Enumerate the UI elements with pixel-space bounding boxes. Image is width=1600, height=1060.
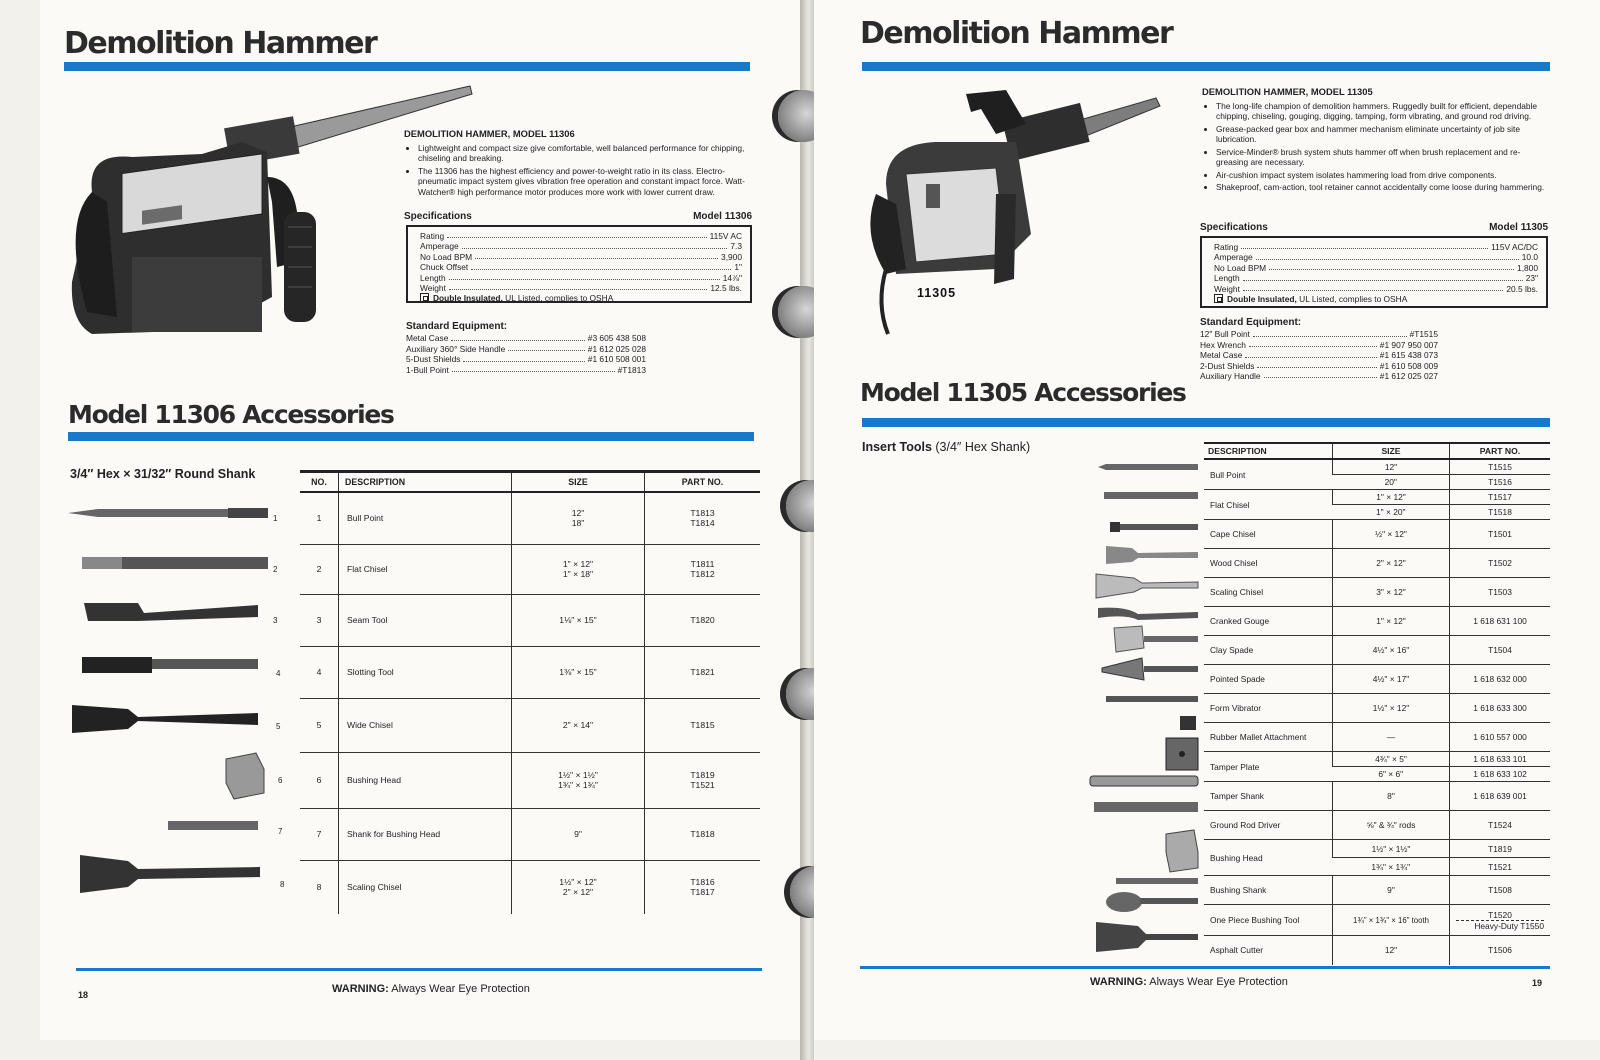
equipment-row: Auxiliary 360° Side Handle #1 612 025 028 — [406, 343, 646, 354]
equipment-row: Auxiliary Handle #1 612 025 027 — [1200, 371, 1438, 382]
insert-tools-subheading: Insert Tools (3/4″ Hex Shank) — [862, 440, 1031, 454]
accessories-title: Model 11306 Accessories — [68, 400, 394, 429]
bushing-shank-icon — [168, 821, 258, 830]
asphalt-cutter-icon — [1096, 922, 1198, 952]
footer-rule — [860, 966, 1550, 969]
equipment-row: 2-Dust Shields #1 610 508 009 — [1200, 360, 1438, 371]
bushing-shank-icon — [1116, 878, 1198, 884]
table-row: Bushing Head 1½" × 1½" T1819 — [1204, 840, 1550, 858]
flat-chisel-icon — [1104, 492, 1198, 499]
pointed-spade-icon — [1102, 658, 1198, 680]
spec-key: Chuck Offset — [420, 262, 469, 273]
feature-bullet: • Service-Minder® brush system shuts hammer off when brush replacement and re-greasing are necessary. — [1216, 147, 1546, 168]
spec-row: No Load BPM 1,800 — [1214, 262, 1538, 273]
table-row: Cape Chisel ½" × 12" T1501 — [1204, 520, 1550, 549]
header-rule — [862, 62, 1550, 71]
tool-index: 6 — [278, 776, 283, 785]
tool-index: 3 — [273, 616, 278, 625]
spec-value: 7.3 — [730, 241, 742, 252]
table-row: Ground Rod Driver ⅝" & ¾" rods T1524 — [1204, 811, 1550, 840]
table-row: 7 Shank for Bushing Head 9" T1818 — [300, 808, 760, 860]
product-title: DEMOLITION HAMMER, MODEL 11305 — [1202, 86, 1373, 97]
table-row: 5 Wide Chisel 2" × 14" T1815 — [300, 698, 760, 752]
seam-tool-icon — [84, 603, 258, 621]
accessories-table-11306 — [300, 470, 760, 914]
spec-row: Amperage 10.0 — [1214, 252, 1538, 263]
spec-row — [420, 231, 742, 241]
spec-label: Specifications — [404, 211, 472, 222]
product-description — [1202, 86, 1546, 195]
feature-bullet: • Grease-packed gear box and hammer mechanism eliminate uncertainty of job site lubrication. — [1216, 124, 1546, 145]
shank-subheading: 3/4″ Hex × 31/32″ Round Shank — [70, 467, 256, 481]
tool-illustrations — [1086, 458, 1206, 963]
spec-label: Specifications — [1200, 222, 1268, 233]
specifications-heading — [404, 211, 752, 222]
cranked-gouge-icon — [1098, 608, 1198, 620]
table-row: 8 Scaling Chisel 1½" × 12" 2" × 12" T1816 T1817 — [300, 860, 760, 914]
double-insulated-note: Double Insulated, UL Listed, complies to OSHA — [420, 293, 742, 303]
table-row: Clay Spade 4½" × 16" T1504 — [1204, 636, 1550, 665]
feature-bullet: • Air-cushion impact system isolates hammering load from drive components. — [1216, 170, 1546, 181]
spec-value: 12.5 lbs. — [710, 283, 742, 294]
equipment-label: Standard Equipment: — [406, 321, 508, 332]
bull-point-icon — [1098, 464, 1198, 470]
spec-row — [420, 273, 742, 283]
one-piece-bushing-tool-icon — [1106, 892, 1198, 912]
spec-value: 1" — [734, 262, 742, 273]
header-rule — [64, 62, 750, 71]
table-row: 2 Flat Chisel 1" × 12" 1" × 18" T1811 T1812 — [300, 544, 760, 594]
col-header: DESCRIPTION — [1204, 443, 1333, 459]
feature-bullet: • The 11306 has the highest efficiency and power-to-weight ratio in its class. Electro-pneumatic impact system gives vibration free operation and constant impact force. Watt-Watcher® high performance motor produces more work with lower current draw. — [418, 166, 756, 198]
spec-row — [420, 241, 742, 251]
equipment-row: 5-Dust Shields #1 610 508 001 — [406, 354, 646, 365]
rubber-mallet-icon — [1180, 716, 1196, 730]
ground-rod-driver-icon — [1094, 802, 1198, 812]
tool-illustrations — [68, 495, 308, 895]
spec-value: 115V AC — [709, 231, 742, 241]
product-title: DEMOLITION HAMMER, MODEL 11306 — [404, 128, 575, 139]
flat-chisel-icon — [82, 557, 268, 569]
tamper-plate-icon — [1166, 738, 1198, 770]
feature-bullet: • Shakeproof, cam-action, tool retainer cannot accidentally come loose during hammering. — [1216, 182, 1546, 193]
tool-index: 5 — [276, 722, 281, 731]
hammer-11305-photo — [866, 84, 1186, 344]
table-row: Bushing Shank 9" T1508 — [1204, 876, 1550, 905]
table-row: Flat Chisel 1" × 12" T1517 — [1204, 490, 1550, 505]
table-row: 1¾" × 1¾" T1521 — [1204, 858, 1550, 876]
warning-footer: WARNING: Always Wear Eye Protection — [1090, 976, 1288, 988]
bull-point-icon — [68, 508, 268, 518]
standard-equipment — [1200, 318, 1438, 381]
scaling-chisel-icon — [1096, 574, 1198, 598]
equipment-row: 12" Bull Point #T1515 — [1200, 329, 1438, 340]
specifications-box — [406, 225, 752, 303]
spec-row: Weight 20.5 lbs. — [1214, 283, 1538, 294]
page-header: Demolition Hammer — [64, 26, 377, 61]
right-page — [814, 0, 1600, 1040]
equipment-row: Metal Case #1 615 438 073 — [1200, 350, 1438, 361]
spec-key: Amperage — [420, 241, 459, 252]
spec-value: 14⅞" — [722, 272, 742, 283]
spec-key: Weight — [420, 283, 446, 294]
footer-rule — [76, 968, 762, 971]
table-row: 3 Seam Tool 1⅛" × 15" T1820 — [300, 594, 760, 646]
spec-key: Rating — [420, 231, 445, 241]
table-row: Scaling Chisel 3" × 12" T1503 — [1204, 578, 1550, 607]
spec-key: Length — [420, 272, 446, 283]
standard-equipment — [406, 322, 646, 375]
feature-bullet: • Lightweight and compact size give comfortable, well balanced performance for chipping, chiseling and breaking. — [418, 143, 756, 164]
wide-chisel-icon — [72, 705, 258, 733]
spec-model: Model 11306 — [693, 211, 752, 222]
table-row: 6" × 6" 1 618 633 102 — [1204, 767, 1550, 782]
clay-spade-icon — [1114, 626, 1198, 652]
tool-index: 1 — [273, 514, 278, 523]
spec-key: No Load BPM — [420, 251, 473, 262]
double-insulated-icon — [420, 293, 429, 302]
col-header: PART NO. — [1450, 443, 1551, 459]
scaling-chisel-icon — [80, 855, 260, 893]
slotting-tool-icon — [82, 657, 258, 673]
table-row: 1 Bull Point 12" 18" T1813 T1814 — [300, 492, 760, 544]
col-header: NO. — [300, 472, 339, 493]
table-row: Cranked Gouge 1" × 12" 1 618 631 100 — [1204, 607, 1550, 636]
table-row: 4 Slotting Tool 1⅜" × 15" T1821 — [300, 646, 760, 698]
accessories-rule — [68, 432, 754, 441]
page-header: Demolition Hammer — [860, 16, 1173, 51]
table-row: Bull Point 12" T1515 — [1204, 459, 1550, 475]
table-row: 20" T1516 — [1204, 475, 1550, 490]
col-header: PART NO. — [645, 472, 761, 493]
col-header: SIZE — [512, 472, 645, 493]
equipment-row: Hex Wrench #1 907 950 007 — [1200, 339, 1438, 350]
form-vibrator-icon — [1106, 696, 1198, 702]
tamper-shank-icon — [1090, 776, 1198, 786]
table-row: Form Vibrator 1½" × 12" 1 618 633 300 — [1204, 694, 1550, 723]
tool-index: 7 — [278, 827, 283, 836]
specifications-box — [1200, 236, 1548, 308]
table-row: Rubber Mallet Attachment — 1 610 557 000 — [1204, 723, 1550, 752]
table-row: Wood Chisel 2" × 12" T1502 — [1204, 549, 1550, 578]
model-label: 11305 — [917, 286, 957, 300]
spec-row — [420, 252, 742, 262]
equipment-label: Standard Equipment: — [1200, 317, 1302, 328]
bushing-head-icon — [1166, 830, 1198, 872]
left-page — [40, 0, 800, 1040]
double-insulated-icon — [1214, 294, 1223, 303]
tool-index: 8 — [280, 880, 285, 889]
accessories-title: Model 11305 Accessories — [860, 378, 1186, 407]
spec-row: Rating 115V AC/DC — [1214, 242, 1538, 252]
table-row: Tamper Shank 8" 1 618 639 001 — [1204, 782, 1550, 811]
equipment-row: 1-Bull Point #T1813 — [406, 364, 646, 375]
tool-index: 2 — [273, 565, 278, 574]
wood-chisel-icon — [1106, 546, 1198, 564]
double-insulated-note: Double Insulated, UL Listed, complies to OSHA — [1214, 294, 1538, 304]
table-row: One Piece Bushing Tool 1¾" × 1¾" × 16" tooth T1520 Heavy-Duty T1550 — [1204, 905, 1550, 936]
spec-value: 3,900 — [721, 251, 742, 262]
spec-model: Model 11305 — [1489, 222, 1548, 233]
product-description — [404, 128, 756, 199]
col-header: SIZE — [1333, 443, 1450, 459]
warning-footer: WARNING: Always Wear Eye Protection — [332, 983, 530, 995]
table-row: 6 Bushing Head 1½" × 1½" 1¾" × 1¾" T1819 T1521 — [300, 752, 760, 808]
bushing-head-icon — [226, 753, 264, 799]
spec-row — [420, 262, 742, 272]
page-number: 19 — [1532, 978, 1543, 988]
spec-row: Length 23" — [1214, 273, 1538, 284]
table-row: Asphalt Cutter 12" T1506 — [1204, 936, 1550, 965]
feature-bullet: • The long-life champion of demolition hammers. Ruggedly built for efficient, dependable chipping, chiseling, gouging, digging, tamping, form vibrating, and ground rod driving. — [1216, 101, 1546, 122]
tool-index: 4 — [276, 669, 281, 678]
cape-chisel-icon — [1110, 522, 1198, 532]
accessories-rule — [862, 418, 1550, 427]
col-header: DESCRIPTION — [339, 472, 512, 493]
accessories-table-11305 — [1204, 442, 1550, 965]
table-row: Pointed Spade 4½" × 17" 1 618 632 000 — [1204, 665, 1550, 694]
table-row: Tamper Plate 4¾" × 5" 1 618 633 101 — [1204, 752, 1550, 767]
equipment-row: Metal Case #3 605 438 508 — [406, 333, 646, 344]
page-number: 18 — [78, 990, 89, 1000]
table-row: 1" × 20" T1518 — [1204, 505, 1550, 520]
spec-row — [420, 283, 742, 293]
specifications-heading — [1200, 222, 1548, 233]
